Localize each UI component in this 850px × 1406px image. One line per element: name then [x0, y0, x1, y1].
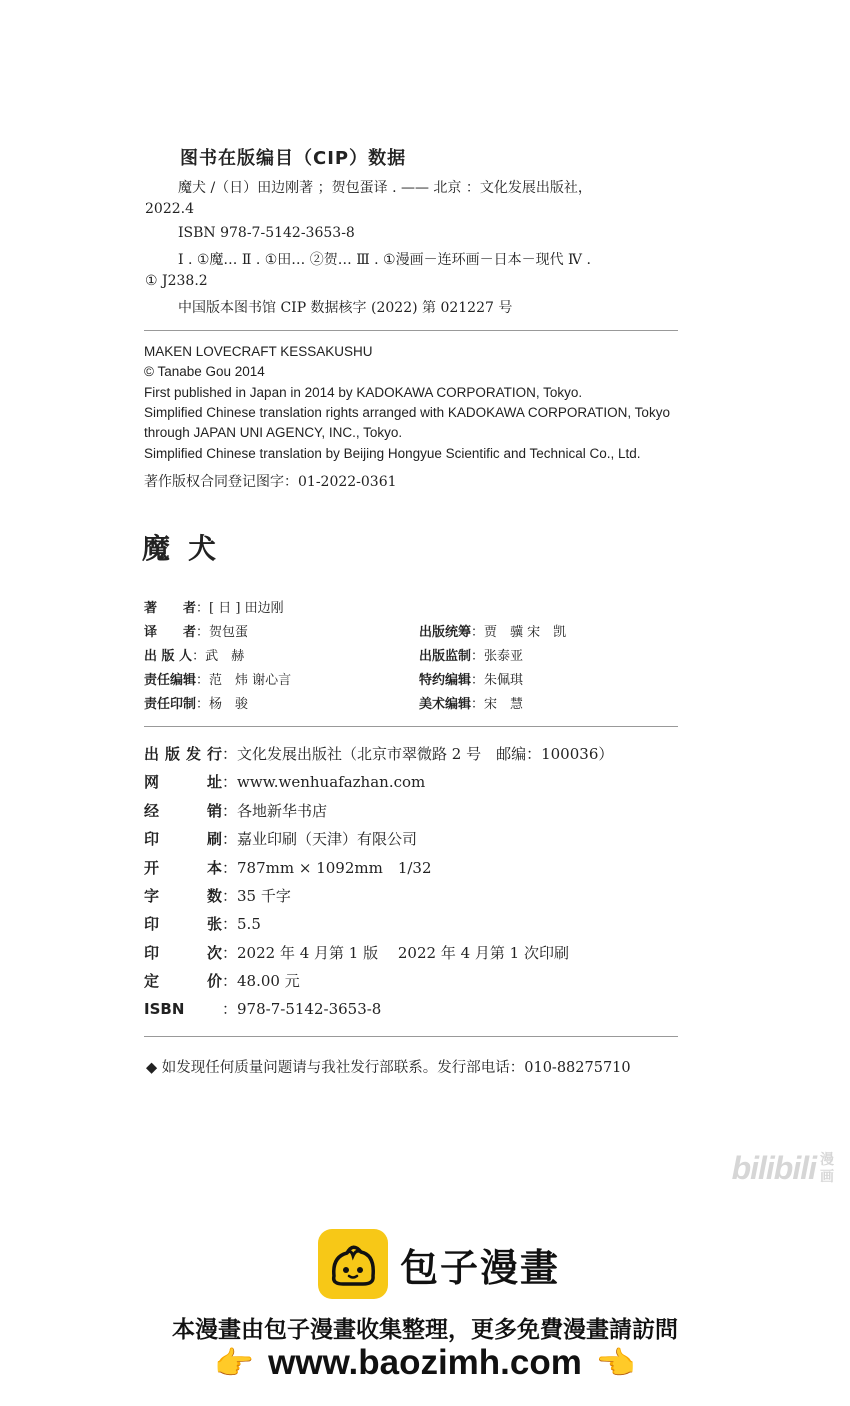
- staff-row: 美术编辑：宋 慧: [419, 697, 524, 712]
- pub-row-publisher: 出版发行：文化发展出版社（北京市翠微路 2 号 邮编：100036）: [144, 745, 614, 763]
- copyright-line-4: Simplified Chinese translation rights arranged with KADOKAWA CORPORATION, Tokyo: [144, 405, 670, 420]
- watermark-brand: bilibili: [731, 1150, 816, 1186]
- pub-row-distribution: 经销：各地新华书店: [144, 802, 328, 820]
- brand-name: 包子漫畫: [400, 1245, 561, 1290]
- promo-text: 本漫畫由包子漫畫收集整理，更多免費漫畫請訪問: [172, 1317, 678, 1343]
- pub-value: 978-7-5142-3653-8: [237, 1000, 382, 1018]
- quality-notice: ◆ 如发现任何质量问题请与我社发行部联系。发行部电话：010-88275710: [146, 1060, 631, 1076]
- pub-label: 网址: [144, 773, 222, 791]
- pub-value: www.wenhuafazhan.com: [237, 773, 426, 791]
- pub-value: 文化发展出版社（北京市翠微路 2 号 邮编：100036）: [237, 745, 614, 763]
- pointing-left-icon: 👈: [595, 1344, 636, 1382]
- staff-label: 著 者: [144, 601, 197, 616]
- staff-row: 特约编辑：朱佩琪: [419, 673, 524, 688]
- staff-row: 出版监制：张泰亚: [419, 649, 524, 664]
- site-link-row: [0, 1343, 850, 1383]
- pub-row-website: 网址：www.wenhuafazhan.com: [144, 773, 426, 791]
- baozi-logo-icon: [318, 1229, 388, 1299]
- copyright-line-1: MAKEN LOVECRAFT KESSAKUSHU: [144, 344, 373, 359]
- pub-label: 定价: [144, 972, 222, 990]
- cip-line-1: 魔犬 /（日）田边刚著 ；贺包蛋译 . —— 北京 ：文化发展出版社，: [178, 180, 592, 196]
- pub-label: 出版发行: [144, 745, 222, 763]
- staff-value: 贾 骥 宋 凯: [484, 625, 567, 640]
- baozi-brand[interactable]: [318, 1229, 560, 1299]
- pub-value: 35 千字: [237, 887, 291, 905]
- copyright-registration: 著作版权合同登记图字：01-2022-0361: [144, 474, 397, 490]
- staff-label: 出版统筹: [419, 625, 472, 640]
- pub-row-price: 定价：48.00 元: [144, 972, 300, 990]
- staff-value: 宋 慧: [484, 697, 524, 712]
- pub-label: 印次: [144, 944, 222, 962]
- cip-line-3: ISBN 978-7-5142-3653-8: [178, 225, 355, 241]
- pub-row-word-count: 字数：35 千字: [144, 887, 291, 905]
- pub-label: 字数: [144, 887, 222, 905]
- divider: [144, 1036, 678, 1037]
- pub-label: 印张: [144, 915, 222, 933]
- watermark-suffix: 漫画: [820, 1151, 834, 1185]
- pub-value: 5.5: [237, 915, 261, 933]
- cip-title: 图书在版编目（CIP）数据: [180, 148, 407, 169]
- pub-label: 经销: [144, 802, 222, 820]
- staff-label: 出版监制: [419, 649, 472, 664]
- staff-value: 贺包蛋: [209, 625, 249, 640]
- staff-value: 武 赫: [205, 649, 245, 664]
- staff-value: 张泰亚: [484, 649, 524, 664]
- book-title: 魔犬: [142, 532, 235, 565]
- cip-line-4: Ⅰ . ①魔… Ⅱ . ①田… ②贺… Ⅲ . ①漫画－连环画－日本－现代 Ⅳ .: [178, 252, 591, 268]
- cip-line-6: 中国版本图书馆 CIP 数据核字 (2022) 第 021227 号: [178, 300, 513, 316]
- staff-value: 杨 骏: [209, 697, 249, 712]
- pointing-right-icon: 👉: [214, 1344, 255, 1382]
- pub-value: 各地新华书店: [237, 802, 328, 820]
- staff-row: 责任印制：杨 骏: [144, 697, 249, 712]
- pub-value: 2022 年 4 月第 1 版 2022 年 4 月第 1 次印刷: [237, 944, 569, 962]
- pub-value: 787mm × 1092mm 1/32: [237, 859, 432, 877]
- pub-value: 嘉业印刷（天津）有限公司: [237, 830, 418, 848]
- staff-value: 范 炜 谢心言: [209, 673, 292, 688]
- copyright-line-5: through JAPAN UNI AGENCY, INC., Tokyo.: [144, 425, 403, 440]
- cip-line-5: ① J238.2: [145, 273, 208, 289]
- staff-row: 责任编辑：范 炜 谢心言: [144, 673, 292, 688]
- cip-line-2: 2022.4: [145, 201, 194, 217]
- divider: [144, 726, 678, 727]
- pub-value: 48.00 元: [237, 972, 300, 990]
- site-url-link[interactable]: www.baozimh.com: [268, 1343, 582, 1382]
- pub-label: 开本: [144, 859, 222, 877]
- staff-label: 特约编辑: [419, 673, 472, 688]
- pub-label: ISBN: [144, 1000, 185, 1018]
- staff-label: 译 者: [144, 625, 197, 640]
- staff-label: 责任印制: [144, 697, 197, 712]
- staff-value: 朱佩琪: [484, 673, 524, 688]
- pub-label: 印刷: [144, 830, 222, 848]
- staff-label: 责任编辑: [144, 673, 197, 688]
- copyright-line-2: © Tanabe Gou 2014: [144, 364, 265, 379]
- pub-row-isbn: ISBN ：978-7-5142-3653-8: [144, 1000, 382, 1018]
- divider: [144, 330, 678, 331]
- pub-row-edition: 印次：2022 年 4 月第 1 版 2022 年 4 月第 1 次印刷: [144, 944, 569, 962]
- pub-row-sheets: 印张：5.5: [144, 915, 261, 933]
- pub-row-format: 开本：787mm × 1092mm 1/32: [144, 859, 432, 877]
- pub-row-printer: 印刷：嘉业印刷（天津）有限公司: [144, 830, 418, 848]
- bilibili-watermark: [732, 1150, 836, 1187]
- staff-row: 译 者：贺包蛋: [144, 625, 249, 640]
- staff-row: 出版统筹：贾 骥 宋 凯: [419, 625, 567, 640]
- staff-label: 出 版 人: [144, 649, 193, 664]
- staff-value: [ 日 ] 田边刚: [209, 601, 284, 616]
- copyright-line-6: Simplified Chinese translation by Beijing Hongyue Scientific and Technical Co., Ltd.: [144, 446, 641, 461]
- staff-row: 著 者：[ 日 ] 田边刚: [144, 601, 284, 616]
- staff-row: 出 版 人：武 赫: [144, 649, 245, 664]
- staff-label: 美术编辑: [419, 697, 472, 712]
- copyright-line-3: First published in Japan in 2014 by KADOKAWA CORPORATION, Tokyo.: [144, 385, 583, 400]
